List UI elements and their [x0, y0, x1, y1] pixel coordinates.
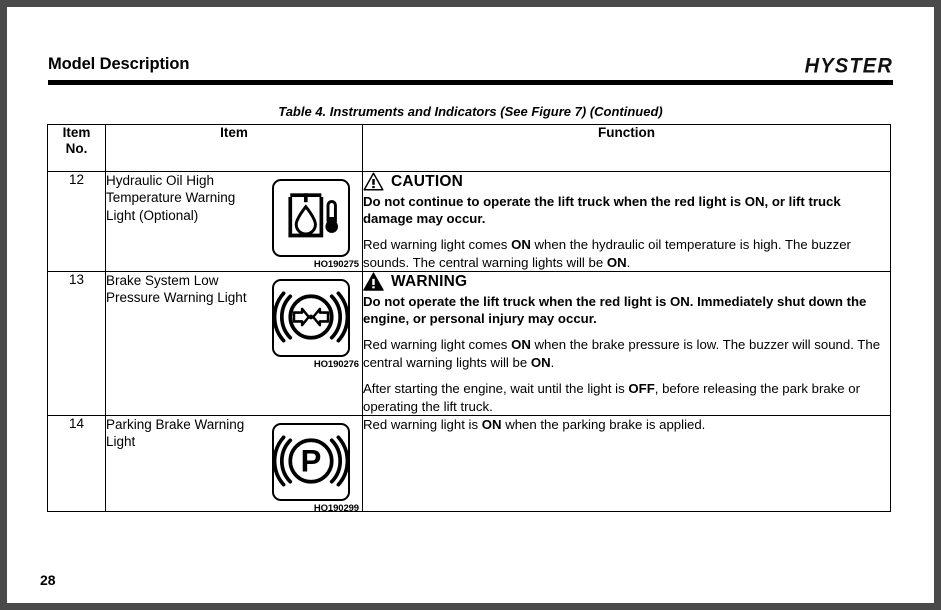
body-text: when the parking brake is applied.: [501, 417, 706, 433]
cell-function: [363, 172, 891, 272]
table-row: [48, 172, 891, 272]
item-number: 13: [68, 272, 85, 288]
icon-part-code: HO190276: [313, 359, 359, 371]
cell-function: [363, 416, 891, 512]
table-body: [48, 172, 891, 515]
svg-text:P: P: [300, 443, 322, 479]
parking-brake-icon: [272, 423, 350, 501]
hyster-logo: HYSTER: [804, 54, 893, 78]
cell-item-no: [48, 172, 106, 272]
body-text: Red warning light comes: [363, 337, 512, 353]
warning-triangle-solid-icon: [363, 272, 384, 291]
item-number: 14: [68, 416, 85, 432]
emphasis-text: ON: [481, 417, 502, 433]
instruments-indicators-table: [47, 124, 891, 515]
indicator-icon-group: [268, 179, 360, 270]
emphasis-text: ON: [530, 354, 551, 370]
table-header-row: [48, 125, 891, 172]
icon-part-code: HO190299: [313, 503, 359, 515]
brake-system-pressure-icon: [272, 279, 350, 357]
function-paragraph: [363, 236, 890, 271]
emphasis-text: ON: [511, 237, 531, 253]
body-text: when the brake pressure is low. The buzzer will sound. The central warning lights will be: [363, 337, 881, 370]
page-header: [48, 55, 893, 91]
emphasis-text: OFF: [628, 381, 655, 397]
cell-item: [106, 172, 363, 272]
page-title: Model Description: [48, 55, 190, 73]
alert-heading: [363, 272, 890, 291]
page-number: 28: [40, 572, 56, 588]
function-paragraph: [363, 416, 890, 433]
column-header-item-no-line1: Item: [62, 125, 91, 140]
column-header-item-no-line2: No.: [65, 140, 88, 156]
cell-item-no: [48, 416, 106, 512]
alert-heading: [363, 172, 890, 191]
cell-item: [106, 416, 363, 515]
function-paragraph: [363, 380, 890, 415]
hydraulic-oil-temperature-icon: [272, 179, 350, 257]
item-label: Brake System Low Pressure Warning Light: [106, 273, 247, 306]
icon-part-code: HO190275: [313, 259, 359, 270]
body-text: .: [626, 254, 631, 270]
alert-word: CAUTION: [391, 172, 464, 190]
table-caption: Table 4. Instruments and Indicators (See Figure 7) (Continued): [278, 104, 663, 119]
item-label: Parking Brake Warning Light: [106, 417, 245, 450]
function-paragraph: [363, 336, 890, 371]
emphasis-text: ON: [606, 254, 627, 270]
body-text: , before releasing the park brake or operating the lift truck.: [363, 381, 861, 414]
column-header-function: Function: [363, 125, 891, 172]
body-text: .: [550, 354, 555, 370]
body-text: Red warning light is: [363, 417, 482, 433]
body-text: when the hydraulic oil temperature is high. The buzzer sounds. The central warning lights will be: [363, 237, 851, 270]
indicator-icon-group: [268, 423, 360, 514]
alert-text: Do not continue to operate the lift truck when the red light is ON, or lift truck damage may occur.: [363, 194, 841, 227]
alert-word: WARNING: [391, 272, 468, 290]
body-text: Red warning light comes: [363, 237, 512, 253]
cell-function: [363, 272, 891, 416]
table-row: [48, 272, 891, 416]
header-divider: [48, 80, 893, 85]
item-number: 12: [68, 172, 85, 187]
cell-item: [106, 272, 363, 416]
warning-triangle-outline-icon: [363, 172, 384, 191]
column-header-item: Item: [106, 125, 363, 172]
emphasis-text: ON: [511, 337, 531, 353]
body-text: After starting the engine, wait until the light is: [363, 381, 629, 397]
item-label: Hydraulic Oil High Temperature Warning Light (Optional): [106, 173, 236, 223]
document-page: [7, 7, 934, 603]
column-header-item-no: [48, 125, 106, 172]
cell-item-no: [48, 272, 106, 416]
table-row: [48, 416, 891, 512]
indicator-icon-group: [268, 279, 360, 370]
alert-text: Do not operate the lift truck when the red light is ON. Immediately shut down the engine, or personal injury may occur.: [363, 294, 867, 327]
